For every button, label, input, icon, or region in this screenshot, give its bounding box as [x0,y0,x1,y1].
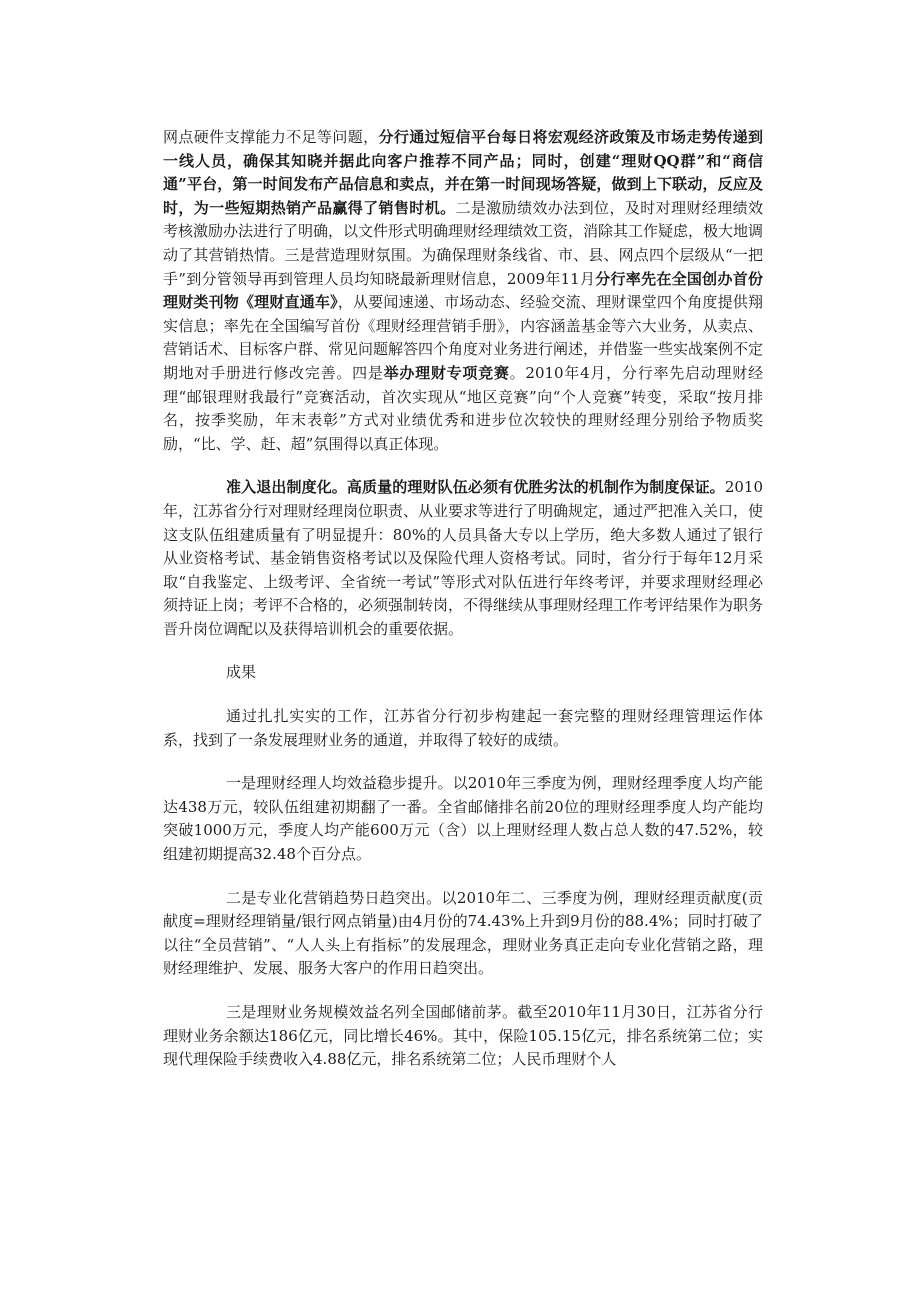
bold-run: 分行通过短信平台每日将宏观经济政策及市场走势传递到一线人员，确保其知晓并据此向客户推荐不同产品；同时，创建“理财QQ群”和“商信通”平台，第一时间发布产品信息和卖点，并在第一时间现场答疑，做到上下联动，反应及时，为一些短期热销产品赢得了销售时机。 [163,128,763,217]
paragraph-incentives [163,126,763,456]
text-run: 2010年，江苏省分行对理财经理岗位职责、从业要求等进行了明确规定，通过严把准入关口，使这支队伍组建质量有了明显提升：80%的人员具备大专以上学历，绝大多数人通过了银行从业资格考试、基金销售资格考试以及保险代理人资格考试。同时，省分行于每年12月采取“自我鉴定、上级考评、全省统一考试”等形式对队伍进行年终考评，并要求理财经理必须持证上岗；考评不合格的，必须强制转岗，不得继续从事理财经理工作考评结果作为职务晋升岗位调配以及获得培训机会的重要依据。 [163,478,764,638]
text-run: 。2010年4月，分行率先启动理财经理“邮银理财我最行”竞赛活动，首次实现从“地区竞赛”向“个人竞赛”转变，采取“按月排名，按季奖励，年末表彰”方式对业绩优秀和进步位次较快的理财经理分别给予物质奖励，“比、学、赶、超”氛围得以真正体现。 [163,363,763,453]
bold-run: 分行率先在全国创办首份理财类刊物《理财直通车》 [163,269,763,312]
bold-run: 准入退出制度化。高质量的理财队伍必须有优胜劣汰的机制作为制度保证。 [226,478,725,497]
paragraph-result-one: 一是理财经理人均效益稳步提升。以2010年三季度为例，理财经理季度人均产能达438万元，较队伍组建初期翻了一番。全省邮储排名前20位的理财经理季度人均产能均突破1000万元，季度人均产能600万元（含）以上理财经理人数占总人数的47.52%，较组建初期提高32.48个百分点。 [163,774,763,864]
text-run: 二是激励绩效办法到位，及时对理财经理绩效考核激励办法进行了明确，以文件形式明确理财经理绩效工资，消除其工作疑虑，极大地调动了其营销热情。三是营造理财氛围。为确保理财条线省、市、县、网点四个层级从“一把手”到分管领导再到管理人员均知晓最新理财信息，2009年11月 [163,198,764,288]
paragraph-results-intro: 通过扎扎实实的工作，江苏省分行初步构建起一套完整的理财经理管理运作体系，找到了一条发展理财业务的通道，并取得了较好的成绩。 [163,707,763,749]
text-run: ，从要闻速递、市场动态、经验交流、理财课堂四个角度提供翔实信息；率先在全国编写首份《理财经理营销手册》，内容涵盖基金等六大业务，从卖点、营销话术、目标客户群、常见问题解答四个角度对业务进行阐述，并借鉴一些实战案例不定期地对手册进行修改完善。四是 [163,293,764,382]
paragraph-access-exit [163,476,763,641]
paragraph-result-two: 二是专业化营销趋势日趋突出。以2010年二、三季度为例，理财经理贡献度(贡献度=理财经理销量/银行网点销量)由4月份的74.43%上升到9月份的88.4%；同时打破了以往“全员营销”、“人人头上有指标”的发展理念，理财业务真正走向专业化营销之路，理财经理维护、发展、服务大客户的作用日趋突出。 [163,888,763,978]
text-run: 网点硬件支撑能力不足等问题， [163,128,379,146]
document-page [163,126,763,1072]
section-heading-results: 成果 [226,663,257,682]
paragraph-result-three: 三是理财业务规模效益名列全国邮储前茅。截至2010年11月30日，江苏省分行理财业务余额达186亿元，同比增长46%。其中，保险105.15亿元，排名系统第二位；实现代理保险手续费收入4.88亿元，排名系统第二位；人民币理财个人 [163,1003,763,1069]
bold-run: 举办理财专项竞赛 [383,363,510,382]
